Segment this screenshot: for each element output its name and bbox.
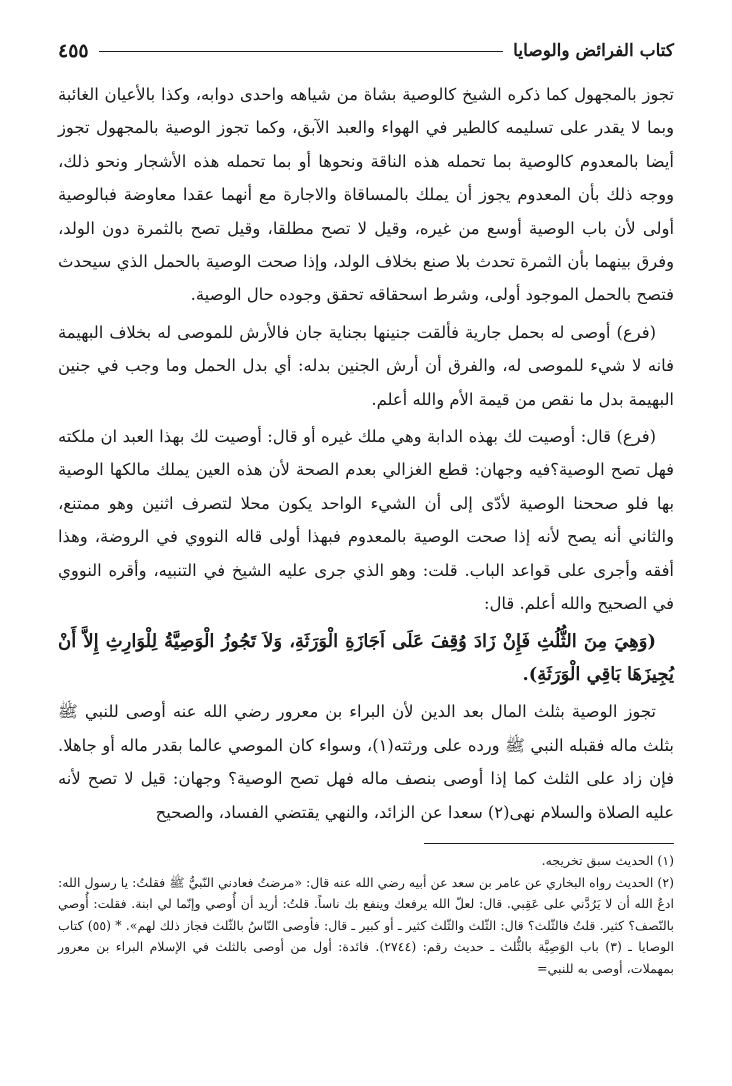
footnotes bbox=[58, 850, 674, 980]
paragraph: تجوز الوصية بثلث المال بعد الدين لأن البراء بن معرور رضي الله عنه أوصى للنبي ﷺ بثلث ماله فقبله النبي ﷺ ورده على ورثته(١)، وسواء كان الموصي عالما بقدر ماله أو جاهلا. فإن زاد على الثلث كما إذا أوصى بنصف ماله فهل تصح الوصية؟ وجهان: قيل لا تصح لأنه عليه الصلاة والسلام نهى(٢) سعدا عن الزائد، والنهي يقتضي الفساد، والصحيح bbox=[58, 702, 674, 822]
footnote: (١) الحديث سبق تخريجه. bbox=[541, 852, 674, 868]
page-number: ٤٥٥ bbox=[58, 40, 89, 62]
footnote-rule bbox=[424, 843, 674, 844]
book-title: كتاب الفرائض والوصايا bbox=[513, 41, 674, 61]
matn-text: (وَهِيَ مِنَ الثُّلُثِ فَإِنْ زَادَ وُقِفَ عَلَى اَجَازَةِ الْوَرَثَةِ، وَلاَ تَجُوزُ الْوَصِيَّةُ لِلْوَارِثِ إِلاَّ أَنْ يُجِيزَهَا بَاقِي الْوَرَثَةِ). bbox=[58, 630, 674, 685]
main-text bbox=[58, 78, 674, 829]
paragraph: (فرع) أوصى له بحمل جارية فألقت جنينها بجناية جان فالأرش للموصى له بخلاف البهيمة فانه لا شيء للموصى له، والفرق أن أرش الجنين بدله: أي بدل الحمل وما وجب في جنين البهيمة بدل ما نقص من قيمة الأم والله أعلم. bbox=[58, 322, 674, 409]
footnote: (٢) الحديث رواه البخاري عن عامر بن سعد عن أبيه رضي الله عنه قال: «مرضتُ فعادني النّبيُّ ﷺ فقلتُ: يا رسول الله: ادعُ الله أن لا يَرُدَّني على عَقِبي. قال: لعلّ الله يرفعك وينفع بك ناساً. قلتُ: أريد أن أُوصي وإنّما لي ابنة. فقلت: أُوصي بالنّصف؟ كثير. قلتُ فالثّلث؟ قال: الثّلث والثّلث كثير ـ أو كبير ـ قال: فأوصى النّاسُ بالثّلث فجاز ذلك لهم». * (٥٥) كتاب الوصايا ـ (٣) باب الوَصِيَّة بالثُّلث ـ حديث رقم: (٢٧٤٤). فائدة: أول من أوصى بالثلث في الإسلام البراء بن معرور بمهملات، أوصى به للنبي= bbox=[58, 874, 674, 976]
page-header bbox=[58, 34, 674, 68]
header-rule bbox=[99, 51, 504, 52]
paragraph: (فرع) قال: أوصيت لك بهذه الدابة وهي ملك غيره أو قال: أوصيت لك بهذا العبد ان ملكته فهل تصح الوصية؟فيه وجهان: قطع الغزالي بعدم الصحة لأن هذه العين يملك مالكها الوصية بها فلو صححنا الوصية لأدّى إلى أن الشيء الواحد يكون محلا لتصرف اثنين وهو ممتنع، والثاني أنه يصح لأنه إذا صحت الوصية بالمعدوم فبهذا أولى قاله النووي في الروضة، وهذا أفقه وأجرى على قواعد الباب. قلت: وهو الذي جرى عليه الشيخ في التنبيه، وأقره النووي في الصحيح والله أعلم. قال: bbox=[58, 427, 674, 614]
paragraph: تجوز بالمجهول كما ذكره الشيخ كالوصية بشاة من شياهه واحدى دوابه، وكذا بالأعيان الغائبة وبما لا يقدر على تسليمه كالطير في الهواء والعبد الآبق، وكما تجوز الوصية بالمجهول تجوز أيضا بالمعدوم كالوصية بما تحمله هذه الناقة ونحوها أو بما تحمله هذه الأشجار ونحو ذلك، ووجه ذلك بأن المعدوم يجوز أن يملك بالمساقاة والاجارة مع أنهما عقدا معاوضة فبالوصية أولى لأن باب الوصية أوسع من غيره، وقيل لا تصح مطلقا، وقيل تصح بالثمرة دون الولد، وفرق بينهما بأن الثمرة تحدث بلا صنع بخلاف الولد، وإذا صحت الوصية بالحمل الذي سيحدث فتصح بالحمل الموجود أولى، وشرط اسحقاقه تحقق وجوده حال الوصية. bbox=[58, 85, 674, 305]
